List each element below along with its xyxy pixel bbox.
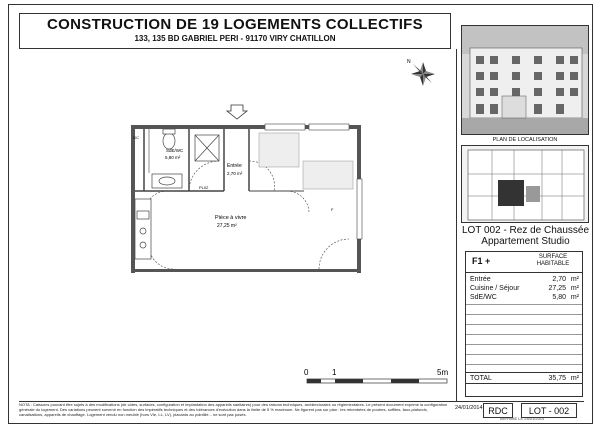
surface-row-unit: m² bbox=[570, 294, 579, 301]
surface-row-value: 2,70 bbox=[552, 276, 566, 283]
surface-row-value: 5,80 bbox=[552, 294, 566, 301]
surface-row-unit: m² bbox=[570, 276, 579, 283]
building-illustration bbox=[462, 26, 589, 135]
title-block bbox=[19, 13, 451, 49]
entrance-arrow-icon bbox=[227, 105, 247, 119]
disclaimer-note: NOTA : Caissons pouvant être sujets à des modifications (de côtes, surfaces, configuration et implantation des appareils sanitaires) pour des raisons techniques, architecturales ou réglementaires. Le présent document exprime la configuration générale du logement. Des variations peuvent survenir en fonction des impératifs techniques et des tolérances d'exécution dans la limite de 5 % maximum. Ne figurent pas sur plan : les retombées de poutres, soffites, faux-plafonds, canalisations, appareils de chauffage. Logement vendu non meublé (hors VIe, LL, LV), placards au pointillé... ne sont pas posés. bbox=[19, 402, 448, 417]
scale-bar bbox=[304, 368, 448, 383]
lot-number-box: LOT - 002 bbox=[521, 403, 577, 418]
total-unit: m² bbox=[570, 375, 579, 382]
project-address: 133, 135 BD GABRIEL PERI - 91170 VIRY CHATILLON bbox=[134, 34, 336, 43]
scale-one: 1 bbox=[332, 368, 337, 377]
surface-total-row bbox=[466, 372, 582, 384]
scale-five: 5m bbox=[437, 368, 449, 377]
total-value: 35,75 bbox=[548, 375, 566, 382]
surface-column-header: SURFACE HABITABLE bbox=[536, 254, 570, 267]
right-panel bbox=[457, 13, 594, 418]
building-photo bbox=[461, 25, 589, 135]
project-title: CONSTRUCTION DE 19 LOGEMENTS COLLECTIFS bbox=[47, 16, 423, 33]
surface-table-header bbox=[466, 252, 582, 273]
location-minimap bbox=[461, 145, 589, 223]
location-plan bbox=[462, 146, 589, 223]
piece-area: 27,25 m² bbox=[217, 223, 237, 229]
scale-zero: 0 bbox=[304, 368, 309, 377]
floor-plan-area bbox=[19, 49, 457, 401]
surface-row-label: Cuisine / Séjour bbox=[470, 285, 520, 292]
level-box: RDC bbox=[483, 403, 513, 418]
table-divider bbox=[466, 364, 582, 365]
cupboards bbox=[259, 133, 353, 189]
entree-label: Entrée bbox=[227, 163, 242, 169]
table-divider bbox=[466, 314, 582, 315]
piece-label: Pièce à vivre bbox=[215, 215, 247, 221]
kitchen-counter bbox=[135, 199, 151, 259]
sde-area: 5,80 m² bbox=[165, 155, 181, 160]
surface-row bbox=[466, 276, 582, 285]
table-divider bbox=[466, 324, 582, 325]
lot-title-line1: LOT 002 - Rez de Chaussée bbox=[461, 225, 590, 236]
surface-row bbox=[466, 294, 582, 303]
surface-row-value: 27,25 bbox=[548, 285, 566, 292]
entree-area: 2,70 m² bbox=[227, 171, 243, 176]
table-divider bbox=[466, 344, 582, 345]
gc-label: GC bbox=[133, 135, 139, 140]
placard-label: PL02 bbox=[199, 185, 209, 190]
table-divider bbox=[466, 354, 582, 355]
table-divider bbox=[466, 304, 582, 305]
surface-row-label: SdE/WC bbox=[470, 294, 497, 301]
bathroom-fixtures bbox=[152, 129, 219, 188]
surface-table bbox=[465, 251, 583, 397]
plan-sheet bbox=[8, 4, 593, 424]
surface-row-label: Entrée bbox=[470, 276, 491, 283]
north-arrow-icon bbox=[407, 59, 435, 86]
lot-title bbox=[457, 225, 594, 247]
floor-plan bbox=[19, 49, 457, 401]
photo-caption: PLAN DE LOCALISATION bbox=[492, 137, 558, 143]
total-label: TOTAL bbox=[470, 375, 492, 382]
sde-label: SdE/WC bbox=[166, 148, 184, 153]
print-date: IMPRIME LE 24/01/2014 bbox=[500, 416, 545, 421]
surface-row-unit: m² bbox=[570, 285, 579, 292]
apartment-type: F1 + bbox=[472, 256, 491, 266]
lot-title-line2: Appartement Studio bbox=[481, 236, 570, 247]
table-divider bbox=[466, 334, 582, 335]
document-date: 24/01/2014 bbox=[455, 405, 483, 411]
window-label: F bbox=[331, 207, 334, 212]
surface-row bbox=[466, 285, 582, 294]
svg-text:N: N bbox=[407, 59, 411, 65]
